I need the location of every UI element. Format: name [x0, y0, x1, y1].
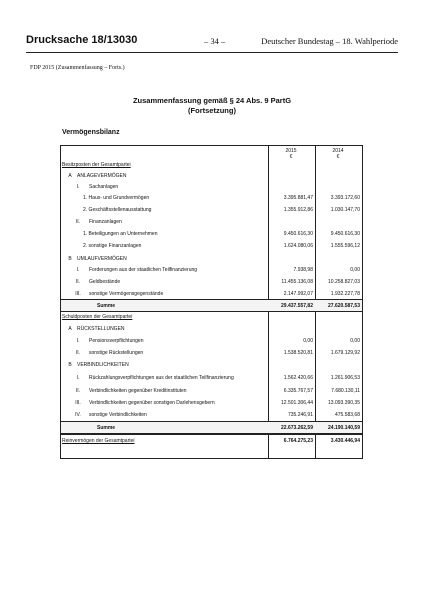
row-label: Finanzanlagen: [89, 219, 122, 225]
table-row: [61, 288, 362, 299]
row-index: I.: [76, 338, 80, 344]
row-label: RÜCKSTELLUNGEN: [77, 326, 125, 332]
row-index: I.: [76, 184, 80, 190]
page-number: – 34 –: [204, 36, 226, 46]
balance-sheet-table: [60, 145, 363, 459]
value-2015: 3.395.881,47: [283, 195, 313, 201]
table-row: [61, 397, 362, 408]
value-2014: 27.620.587,53: [328, 303, 360, 309]
document-number: Drucksache 18/13030: [26, 34, 138, 46]
table-row: [61, 253, 362, 264]
value-2014: 1.932.227,78: [330, 291, 360, 297]
row-index: II.: [75, 219, 81, 225]
row-label: 1. Beteiligungen an Unternehmen: [83, 231, 158, 237]
table-row: [61, 434, 362, 446]
value-2015: 29.437.557,82: [281, 303, 313, 309]
row-label: Forderungen aus der staatlichen Teilfinanzierung: [89, 267, 198, 273]
table-row: [61, 181, 362, 192]
value-2015: 0,00: [303, 338, 313, 344]
value-2015: 735.246,91: [287, 412, 313, 418]
value-2015: 1.562.420,66: [283, 375, 313, 381]
row-index: I.: [76, 375, 80, 381]
title-line-1: Zusammenfassung gemäß § 24 Abs. 9 PartG: [132, 96, 292, 105]
value-2015: 6.335.767,57: [283, 388, 313, 394]
row-label: sonstige Verbindlichkeiten: [89, 412, 147, 418]
table-row: [61, 276, 362, 287]
value-2015: 9.450.616,30: [283, 231, 313, 237]
table-row: [61, 323, 362, 334]
value-2014: 3.430.446,94: [330, 438, 360, 444]
value-2014: 7.680.130,11: [331, 388, 360, 394]
row-index: II.: [75, 350, 81, 356]
row-index: A: [68, 173, 72, 179]
value-2015: 1.624.080,06: [283, 243, 313, 249]
table-row: [61, 170, 362, 181]
parliament-label: Deutscher Bundestag – 18. Wahlperiode: [261, 36, 398, 46]
value-2014: 13.093.390,35: [328, 400, 360, 406]
value-2014: 24.190.140,59: [328, 425, 360, 431]
value-2014: 3.393.172,60: [330, 195, 360, 201]
row-label: Rückzahlungsverpflichtungen aus der staatlichen Teilfinanzierung: [89, 375, 234, 381]
row-label: sonstige Vermögensgegenstände: [89, 291, 164, 297]
table-row: [61, 264, 362, 275]
value-2015: 7.938,98: [293, 267, 313, 273]
value-2014: 1.679.129,92: [330, 350, 360, 356]
row-label: Sachanlagen: [89, 184, 119, 190]
table-row: [61, 372, 362, 383]
value-2015: 11.455.136,08: [281, 279, 313, 285]
header-rule: [26, 52, 398, 53]
row-label: 2. sonstige Finanzanlagen: [83, 243, 142, 249]
value-2015: 22.673.262,59: [281, 425, 313, 431]
table-row: [61, 204, 362, 215]
table-row: [61, 159, 362, 170]
row-index: IV.: [75, 412, 81, 418]
page-title: [60, 96, 364, 116]
value-2015: 6.764.275,23: [283, 438, 313, 444]
value-2014: 1.030.147,70: [330, 207, 360, 213]
row-label: Reinvermögen der Gesamtpartei: [62, 438, 135, 444]
row-label: Verbindlichkeiten gegenüber sonstigen Darlehensgebern: [89, 400, 215, 406]
row-index: II.: [75, 388, 81, 394]
currency-2014: €: [336, 154, 340, 160]
row-label: Schuldposten der Gesamtpartei: [62, 314, 133, 320]
row-label: Geldbestände: [89, 279, 121, 285]
table-row: [61, 228, 362, 239]
table-row: [61, 240, 362, 251]
value-2015: 1.355.912,86: [283, 207, 313, 213]
value-2015: 1.538.520,81: [283, 350, 313, 356]
table-row: [61, 347, 362, 358]
value-2015: 12.501.306,44: [281, 400, 313, 406]
year-2014: 2014: [332, 148, 344, 154]
value-2015: 2.147.992,07: [283, 291, 313, 297]
value-2014: 1.555.596,12: [330, 243, 360, 249]
value-2014: 9.450.616,30: [330, 231, 360, 237]
table-row: [61, 192, 362, 203]
row-index: III.: [75, 291, 81, 297]
year-2015: 2015: [285, 148, 297, 154]
value-2014: 475.583,68: [334, 412, 360, 418]
row-label: UMLAUFVERMÖGEN: [77, 256, 127, 262]
row-label: Verbindlichkeiten gegenüber Kreditinstituten: [89, 388, 187, 394]
row-index: B: [68, 256, 72, 262]
subheader: FDP 2015 (Zusammenfassung – Forts.): [30, 65, 125, 71]
row-label: VERBINDLICHKEITEN: [77, 362, 129, 368]
value-2014: 0,00: [350, 267, 360, 273]
value-2014: 1.261.906,53: [330, 375, 360, 381]
table-row: [61, 335, 362, 346]
section-title: Vermögensbilanz: [62, 129, 120, 136]
currency-2015: €: [289, 154, 293, 160]
value-2014: 10.258.827,03: [328, 279, 360, 285]
value-2014: 0,00: [350, 338, 360, 344]
table-row: [61, 311, 362, 322]
row-label: 2. Geschäftsstellenausstattung: [83, 207, 152, 213]
row-label: ANLAGEVERMÖGEN: [77, 173, 127, 179]
row-label: Summe: [97, 425, 116, 431]
row-index: A: [68, 326, 72, 332]
row-index: III.: [75, 400, 81, 406]
table-row: [61, 216, 362, 227]
row-index: I.: [76, 267, 80, 273]
table-row: [61, 409, 362, 420]
row-index: B: [68, 362, 72, 368]
row-label: Summe: [97, 303, 116, 309]
table-row: [61, 359, 362, 370]
row-label: Besitzposten der Gesamtpartei: [62, 162, 131, 168]
row-label: 1. Haus- und Grundvermögen: [83, 195, 150, 201]
table-row: [61, 421, 362, 434]
page-header: [26, 34, 398, 54]
table-row: [61, 385, 362, 396]
row-label: sonstige Rückstellungen: [89, 350, 144, 356]
row-label: Pensionsverpflichtungen: [89, 338, 144, 344]
title-line-2: (Fortsetzung): [188, 106, 236, 115]
row-index: II.: [75, 279, 81, 285]
